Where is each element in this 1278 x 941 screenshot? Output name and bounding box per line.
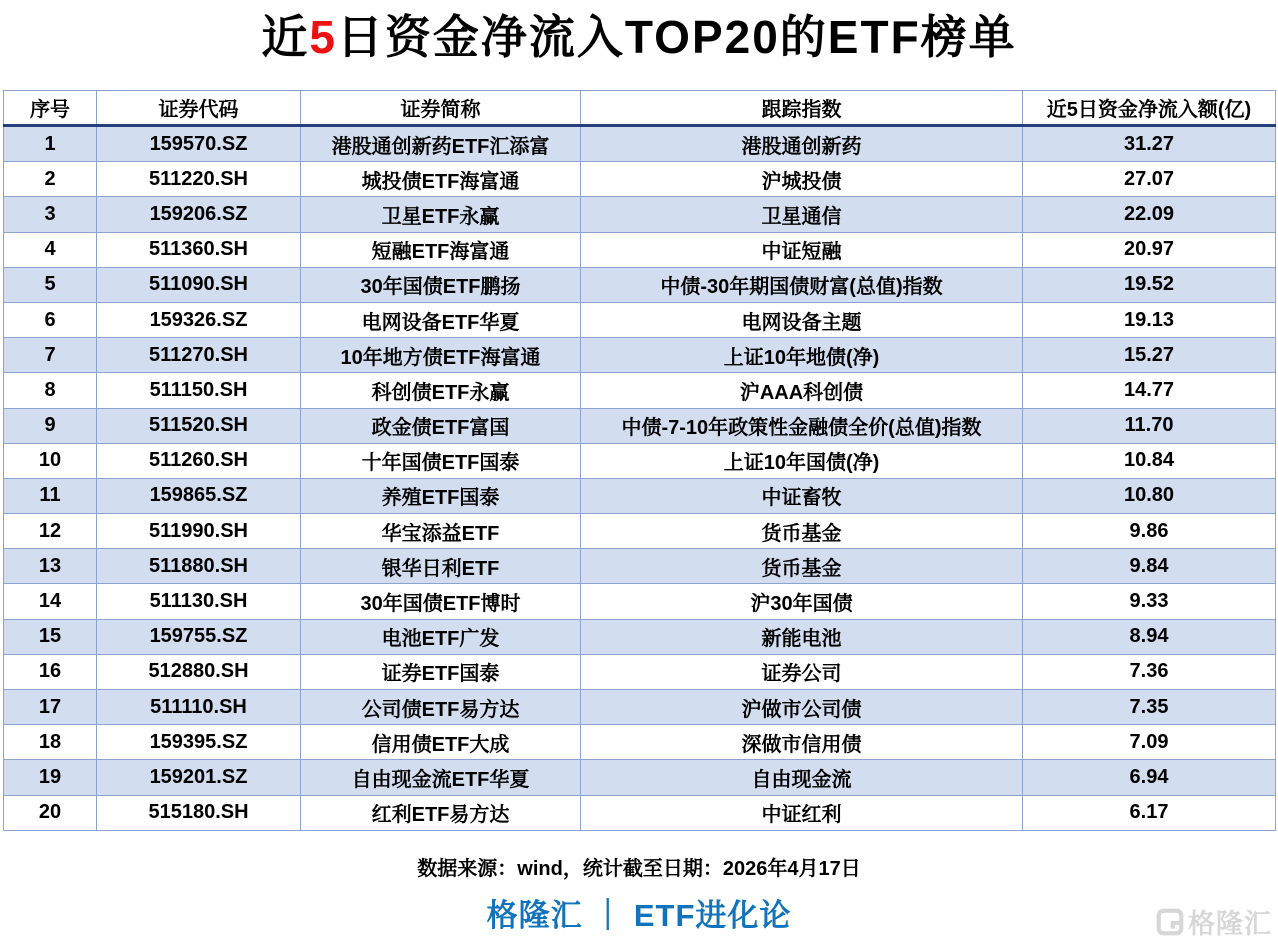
index-cell: 沪做市公司债: [581, 690, 1023, 725]
index-cell: 沪30年国债: [581, 584, 1023, 619]
rank-cell: 5: [4, 267, 97, 302]
table-row: [4, 478, 1276, 513]
name-cell: 10年地方债ETF海富通: [301, 338, 581, 373]
inflow-cell: 22.09: [1023, 197, 1276, 232]
table-row: [4, 654, 1276, 689]
code-cell: 511360.SH: [97, 232, 301, 267]
rank-cell: 11: [4, 478, 97, 513]
name-cell: 红利ETF易方达: [301, 795, 581, 830]
rank-cell: 6: [4, 302, 97, 337]
table-row: [4, 725, 1276, 760]
column-header: 序号: [4, 91, 97, 126]
inflow-cell: 7.36: [1023, 654, 1276, 689]
index-cell: 货币基金: [581, 514, 1023, 549]
inflow-cell: 6.94: [1023, 760, 1276, 795]
code-cell: 159570.SZ: [97, 126, 301, 162]
index-cell: 中证短融: [581, 232, 1023, 267]
name-cell: 银华日利ETF: [301, 549, 581, 584]
code-cell: 511880.SH: [97, 549, 301, 584]
table-row: [4, 584, 1276, 619]
inflow-cell: 9.86: [1023, 514, 1276, 549]
name-cell: 电池ETF广发: [301, 619, 581, 654]
inflow-cell: 9.84: [1023, 549, 1276, 584]
table-row: [4, 619, 1276, 654]
table-row: [4, 690, 1276, 725]
name-cell: 证券ETF国泰: [301, 654, 581, 689]
index-cell: 中证红利: [581, 795, 1023, 830]
table-row: [4, 760, 1276, 795]
name-cell: 养殖ETF国泰: [301, 478, 581, 513]
inflow-cell: 19.13: [1023, 302, 1276, 337]
name-cell: 自由现金流ETF华夏: [301, 760, 581, 795]
table-row: [4, 126, 1276, 162]
inflow-cell: 27.07: [1023, 162, 1276, 197]
rank-cell: 4: [4, 232, 97, 267]
inflow-cell: 10.80: [1023, 478, 1276, 513]
inflow-cell: 10.84: [1023, 443, 1276, 478]
index-cell: 上证10年国债(净): [581, 443, 1023, 478]
inflow-cell: 14.77: [1023, 373, 1276, 408]
table-row: [4, 514, 1276, 549]
index-cell: 中证畜牧: [581, 478, 1023, 513]
inflow-cell: 20.97: [1023, 232, 1276, 267]
inflow-cell: 6.17: [1023, 795, 1276, 830]
code-cell: 512880.SH: [97, 654, 301, 689]
watermark-text: 格隆汇: [1188, 909, 1272, 939]
table-row: [4, 443, 1276, 478]
index-cell: 电网设备主题: [581, 302, 1023, 337]
name-cell: 十年国债ETF国泰: [301, 443, 581, 478]
table-row: [4, 232, 1276, 267]
title-highlight-number: 5: [309, 11, 337, 63]
index-cell: 上证10年地债(净): [581, 338, 1023, 373]
column-header: 跟踪指数: [581, 91, 1023, 126]
name-cell: 卫星ETF永赢: [301, 197, 581, 232]
table-header-row: [4, 91, 1276, 126]
inflow-cell: 9.33: [1023, 584, 1276, 619]
rank-cell: 9: [4, 408, 97, 443]
rank-cell: 17: [4, 690, 97, 725]
index-cell: 证券公司: [581, 654, 1023, 689]
code-cell: 511270.SH: [97, 338, 301, 373]
name-cell: 30年国债ETF博时: [301, 584, 581, 619]
name-cell: 政金债ETF富国: [301, 408, 581, 443]
rank-cell: 16: [4, 654, 97, 689]
page-title: [0, 2, 1278, 73]
inflow-cell: 7.35: [1023, 690, 1276, 725]
inflow-cell: 7.09: [1023, 725, 1276, 760]
name-cell: 短融ETF海富通: [301, 232, 581, 267]
inflow-cell: 15.27: [1023, 338, 1276, 373]
code-cell: 159755.SZ: [97, 619, 301, 654]
code-cell: 511150.SH: [97, 373, 301, 408]
code-cell: 159201.SZ: [97, 760, 301, 795]
code-cell: 159326.SZ: [97, 302, 301, 337]
name-cell: 电网设备ETF华夏: [301, 302, 581, 337]
inflow-cell: 19.52: [1023, 267, 1276, 302]
code-cell: 511130.SH: [97, 584, 301, 619]
table-row: [4, 197, 1276, 232]
rank-cell: 20: [4, 795, 97, 830]
name-cell: 公司债ETF易方达: [301, 690, 581, 725]
rank-cell: 10: [4, 443, 97, 478]
table-row: [4, 549, 1276, 584]
brand-title: 格隆汇 ｜ ETF进化论: [486, 898, 792, 933]
title-prefix: 近: [261, 11, 310, 63]
rank-cell: 8: [4, 373, 97, 408]
table-row: [4, 162, 1276, 197]
table-row: [4, 408, 1276, 443]
code-cell: 511110.SH: [97, 690, 301, 725]
index-cell: 沪AAA科创债: [581, 373, 1023, 408]
inflow-cell: 11.70: [1023, 408, 1276, 443]
gelonghui-logo-icon: [1155, 907, 1185, 937]
code-cell: 511990.SH: [97, 514, 301, 549]
index-cell: 港股通创新药: [581, 126, 1023, 162]
etf-ranking-table: [3, 90, 1276, 831]
index-cell: 自由现金流: [581, 760, 1023, 795]
index-cell: 货币基金: [581, 549, 1023, 584]
table-row: [4, 267, 1276, 302]
table-row: [4, 373, 1276, 408]
rank-cell: 2: [4, 162, 97, 197]
index-cell: 沪城投债: [581, 162, 1023, 197]
code-cell: 515180.SH: [97, 795, 301, 830]
code-cell: 159395.SZ: [97, 725, 301, 760]
name-cell: 30年国债ETF鹏扬: [301, 267, 581, 302]
rank-cell: 15: [4, 619, 97, 654]
code-cell: 511260.SH: [97, 443, 301, 478]
rank-cell: 7: [4, 338, 97, 373]
name-cell: 港股通创新药ETF汇添富: [301, 126, 581, 162]
rank-cell: 14: [4, 584, 97, 619]
index-cell: 新能电池: [581, 619, 1023, 654]
name-cell: 信用债ETF大成: [301, 725, 581, 760]
table-row: [4, 338, 1276, 373]
index-cell: 中债-7-10年政策性金融债全价(总值)指数: [581, 408, 1023, 443]
name-cell: 科创债ETF永赢: [301, 373, 581, 408]
index-cell: 深做市信用债: [581, 725, 1023, 760]
column-header: 近5日资金净流入额(亿): [1023, 91, 1276, 126]
code-cell: 511090.SH: [97, 267, 301, 302]
rank-cell: 13: [4, 549, 97, 584]
code-cell: 159865.SZ: [97, 478, 301, 513]
index-cell: 中债-30年期国债财富(总值)指数: [581, 267, 1023, 302]
rank-cell: 18: [4, 725, 97, 760]
inflow-cell: 31.27: [1023, 126, 1276, 162]
code-cell: 511520.SH: [97, 408, 301, 443]
code-cell: 159206.SZ: [97, 197, 301, 232]
column-header: 证券简称: [301, 91, 581, 126]
name-cell: 城投债ETF海富通: [301, 162, 581, 197]
table-row: [4, 795, 1276, 830]
rank-cell: 19: [4, 760, 97, 795]
rank-cell: 1: [4, 126, 97, 162]
inflow-cell: 8.94: [1023, 619, 1276, 654]
code-cell: 511220.SH: [97, 162, 301, 197]
rank-cell: 3: [4, 197, 97, 232]
table-row: [4, 302, 1276, 337]
index-cell: 卫星通信: [581, 197, 1023, 232]
title-suffix: 日资金净流入TOP20的ETF榜单: [336, 11, 1017, 63]
watermark: [1155, 902, 1272, 941]
rank-cell: 12: [4, 514, 97, 549]
column-header: 证券代码: [97, 91, 301, 126]
data-source-note: 数据来源：wind，统计截至日期：2026年4月17日: [417, 858, 861, 880]
name-cell: 华宝添益ETF: [301, 514, 581, 549]
